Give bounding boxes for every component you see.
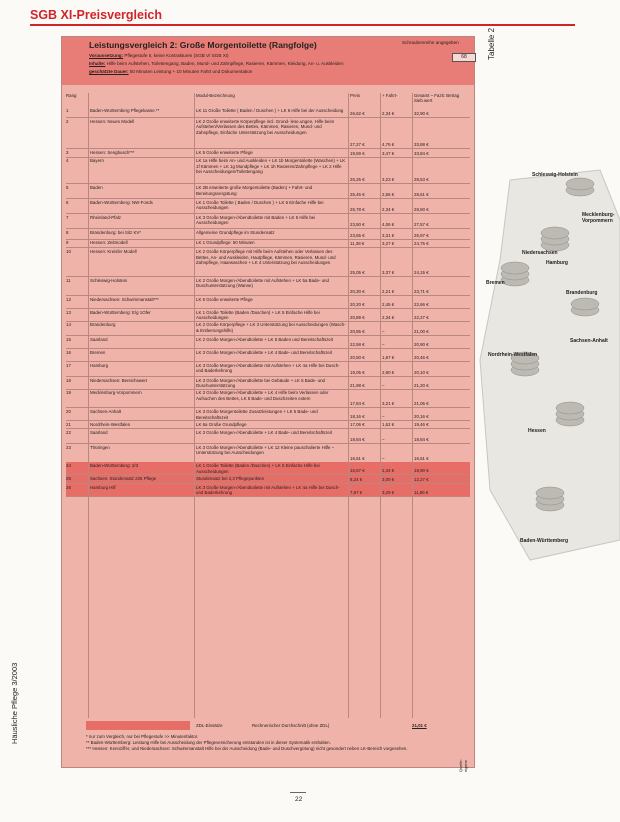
footnote: ** Baden-Württemberg: Leistung Hilfe bei Ausscheidung der Pflegeversicherung entstanden ist in dieser Systematik enthalten. bbox=[86, 740, 331, 745]
map-label: Baden-Württemberg bbox=[520, 538, 569, 544]
name-cell: Niedersachsen: Bereichswert bbox=[90, 377, 148, 383]
inhalt-line: Inhalte: Hilfe beim Aufstehen, Toilettengang, Baden, Mund- und Zahnpflege, Rasieren, Kämmen, Kleidung, An- u. Auskleiden bbox=[89, 61, 344, 66]
gesamt-cell: 24,15 € bbox=[414, 270, 429, 276]
preis-cell: 23,65 € bbox=[350, 232, 365, 238]
leistung-cell: LK 1 Große Toilette (Baden /Duschen) + LK 5 Einfache Hilfe bei Ausscheidungen bbox=[196, 463, 320, 474]
page-number: 22 bbox=[295, 796, 303, 803]
gesamt-cell: 28,60 € bbox=[414, 207, 429, 212]
rank-cell: 8 bbox=[66, 229, 69, 235]
table-row bbox=[66, 475, 470, 484]
table-row bbox=[66, 408, 470, 421]
gesamt-cell: 18,90 € bbox=[414, 468, 429, 474]
map-label: Niedersachsen bbox=[522, 250, 558, 256]
table-row bbox=[66, 462, 470, 475]
leistung-cell: LK 3 Große Morgen-/Abendtoilette + LK 4 Hilfe beim Verlassen oder Aufsuchen des Bettes, LK 5 Bade- und Duschzeiten extern bbox=[196, 390, 329, 401]
gesamt-cell: 16,61 € bbox=[414, 455, 429, 461]
table-row bbox=[66, 277, 470, 296]
fahrt-cell: 4,06 € bbox=[382, 221, 395, 227]
fahrt-cell: – bbox=[382, 455, 385, 461]
fahrt-cell: 2,21 € bbox=[382, 289, 395, 294]
name-cell: Hamburg Hilf bbox=[90, 485, 116, 490]
rank-cell: 1 bbox=[66, 108, 69, 113]
table-row bbox=[66, 157, 470, 184]
preis-cell: 19,05 € bbox=[350, 369, 365, 375]
germany-coin-map bbox=[470, 160, 620, 570]
table-row bbox=[66, 309, 470, 322]
preis-cell: 17,06 € bbox=[350, 422, 365, 427]
gesamt-cell: 18,84 € bbox=[414, 436, 429, 442]
leistung-cell: LK 11 Große Toilette ( Baden / Duschen ) + LK 6 Hilfe bei der Ausscheidung bbox=[196, 108, 344, 113]
gesamt-cell: 11,86 € bbox=[414, 490, 429, 495]
legend-label: ZDL-Einsätze bbox=[196, 723, 223, 728]
leistung-cell: LK 3 Große Morgen-/Abendtoilette mit Baden + LK 5 Hilfe bei Ausscheidungen bbox=[196, 214, 316, 226]
name-cell: Baden-Württemberg: 2/3 bbox=[90, 463, 139, 469]
col-divider bbox=[380, 93, 381, 718]
leistung-cell: LK 2 Große Körperpflege + LK 3 Unterstützung bei Ausscheidungen (Wasch- & Entleerungshilfe) bbox=[196, 322, 346, 333]
table-row bbox=[66, 229, 470, 240]
value-box: 68 bbox=[452, 53, 476, 62]
gesamt-cell: 28,61 € bbox=[414, 192, 429, 198]
gesamt-cell: 21,00 € bbox=[414, 329, 429, 335]
col-divider bbox=[348, 93, 349, 718]
leistung-cell: LK 6a Große Grundpflege bbox=[196, 422, 247, 427]
table-row bbox=[66, 484, 470, 497]
map-label: Nordrhein-Westfalen bbox=[488, 352, 538, 358]
rank-cell: 24 bbox=[66, 463, 71, 469]
preis-cell: 20,89 € bbox=[350, 314, 365, 320]
gesamt-cell: 19,46 € bbox=[414, 422, 429, 427]
fahrt-cell: – bbox=[382, 329, 385, 335]
table-row bbox=[66, 107, 470, 118]
leistung-cell: LK 3 Große Morgentoilette Zusatzleistungen + LK 5 Bade- und Bereitschaftszeit bbox=[196, 409, 318, 420]
gesamt-cell: 12,27 € bbox=[414, 477, 429, 483]
name-cell: Mecklenburg-Vorpommern bbox=[90, 390, 142, 396]
comparison-card bbox=[61, 36, 475, 772]
fahrt-cell: 3,21 € bbox=[382, 401, 395, 407]
rank-cell: 21 bbox=[66, 422, 71, 427]
legend-value: 21,01 € bbox=[412, 723, 427, 728]
name-cell: Niedersachsen: Schwimmanstalt*** bbox=[90, 296, 159, 302]
table-row bbox=[66, 184, 470, 199]
preis-cell: 18,84 € bbox=[350, 436, 365, 442]
rank-cell: 7 bbox=[66, 214, 69, 220]
leistung-cell: LK 1 Grundpflege: 50 Minuten bbox=[196, 240, 255, 246]
name-cell: Sachsen: Stundensatz 225 Pflege bbox=[90, 476, 157, 482]
leistung-cell: LK 1a Hilfe beim An- und Auskleiden + LK 1b Morgentoilette (Waschen) + LK 1f Kämmen + LK 1g Mundpflege + LK 1h Rasieren/Zahnpflege + LK 2 Hilfe bei Ausscheidungen/Toilettengang bbox=[196, 158, 346, 175]
preis-cell: 16,57 € bbox=[350, 468, 365, 474]
rank-cell: 15 bbox=[66, 337, 71, 343]
col-gesamt: Gesamt – Fazit: Betrag Sieb.wert bbox=[414, 93, 460, 103]
section-header: SGB XI-Preisvergleich bbox=[30, 8, 163, 22]
name-cell: Nordrhein-Westfalen bbox=[90, 422, 131, 427]
leistung-cell: LK 2 Große Morgen-/Abendtoilette mit Aufstehen + LK 5a Bade- und Duschunterstützung (Wanne) bbox=[196, 278, 329, 289]
preis-cell: 20,20 € bbox=[350, 301, 365, 307]
rank-cell: 18 bbox=[66, 377, 71, 383]
fahrt-cell: 1,87 € bbox=[382, 355, 395, 360]
preis-cell: 21,98 € bbox=[350, 382, 365, 388]
table-row bbox=[66, 239, 470, 248]
leistung-cell: LK 3 Große Morgen-/Abendtoilette + LK 12 Kleine pauschalierte Hilfe – Unterstützung bei Ausscheidungen bbox=[196, 444, 335, 455]
leistung-cell: LK 2 Große erweiterte Körperpflege incl. Grund- lese.ungen, Hilfe beim Aufstehen/Verlassen des Bettes, Kämmen, Rasieren, Mund- und Zahnpflege, Einfache Unterstützung bei Ausscheidungen bbox=[196, 118, 335, 135]
rank-cell: 22 bbox=[66, 429, 71, 435]
map-label: Hessen bbox=[528, 428, 546, 434]
table-row bbox=[66, 362, 470, 377]
leistung-cell: LK 2 Große Morgen-/Abendtoilette + LK 5 Baden und Bereitschaftszeit bbox=[196, 337, 334, 343]
rank-cell: 20 bbox=[66, 409, 71, 415]
map-label: Schleswig-Holstein bbox=[532, 172, 578, 178]
fahrt-cell: 3,37 € bbox=[382, 270, 395, 276]
rank-cell: 25 bbox=[66, 476, 71, 482]
table-row bbox=[66, 248, 470, 277]
table-row bbox=[66, 321, 470, 336]
leistung-cell: LK 3 Große Morgen-/Abendtoilette + LK 4 Bade- und Bereitschaftszeit bbox=[196, 429, 333, 435]
fahrt-cell: 3,27 € bbox=[382, 241, 395, 247]
table-row bbox=[66, 118, 470, 149]
col-rang: Rang bbox=[66, 93, 77, 98]
preis-cell: 25,45 € bbox=[350, 192, 365, 198]
fahrt-cell: – bbox=[382, 414, 385, 420]
fahrt-cell: 1,62 € bbox=[382, 422, 395, 427]
preis-cell: 25,78 € bbox=[350, 207, 365, 212]
fahrt-cell: 2,90 € bbox=[382, 369, 395, 375]
dauer-line: geschätzte Dauer: 50 Minuten Leistung + 10 Minuten Fahrt und Dokumentation bbox=[89, 69, 253, 74]
leistung-cell: LK 2 Große Körperpflege mit Hilfe beim Aufstehen oder Verlassen des Bettes, An- und Auskleiden, Hautpflege, Kämmen, Rasieren, Mund- und Zahnpflege, Haarwaschen + LK 4 Unterstützung bei Ausscheidungen bbox=[196, 249, 336, 265]
map-label: Sachsen-Anhalt bbox=[570, 338, 608, 344]
fahrt-cell: – bbox=[382, 342, 385, 348]
gesamt-cell: 20,46 € bbox=[414, 355, 429, 360]
name-cell: Saarland bbox=[90, 429, 108, 435]
side-publication: Häusliche Pflege 3/2003 bbox=[10, 662, 19, 744]
name-cell: Rheinland-Pfalz bbox=[90, 214, 121, 220]
preis-cell: 26,25 € bbox=[350, 177, 365, 183]
gesamt-cell: 23,71 € bbox=[414, 289, 429, 294]
map-label: Bremen bbox=[486, 280, 505, 286]
preis-cell: 20,50 € bbox=[350, 355, 365, 360]
top-right-note: Schraubenreihe angegeben bbox=[402, 40, 459, 45]
table-title: Leistungsvergleich 2: Große Morgentoilette (Rangfolge) bbox=[89, 40, 317, 50]
fahrt-cell: 3,00 € bbox=[382, 477, 395, 483]
fahrt-cell: 2,45 € bbox=[382, 301, 395, 307]
preis-cell: 11,38 € bbox=[350, 241, 365, 247]
name-cell: Sachsen-Anhalt bbox=[90, 409, 121, 415]
rank-cell: 16 bbox=[66, 350, 71, 355]
name-cell: Schleswig-Holstein bbox=[90, 278, 128, 283]
table-row bbox=[66, 389, 470, 408]
source-note: Quelle: eigene bbox=[458, 759, 468, 772]
map-label: Brandenburg bbox=[566, 290, 598, 296]
preis-cell: 16,61 € bbox=[350, 455, 365, 461]
table-tag: Tabelle 2 bbox=[487, 27, 496, 60]
gesamt-cell: 28,53 € bbox=[414, 177, 429, 183]
rank-cell: 4 bbox=[66, 158, 69, 164]
leistung-cell: LK 1 Große Toilette (Baden /Duschen) + LK 5 Einfache Hilfe bei Ausscheidungen bbox=[196, 309, 320, 320]
leistung-cell: LK 2B erweiterte große Morgentoilette (Baden) + Fahrt- und Bereitungsvergütung bbox=[196, 185, 313, 196]
rank-cell: 17 bbox=[66, 362, 71, 368]
name-cell: Hessen: Zeitmodell bbox=[90, 240, 128, 246]
gesamt-cell: 24,75 € bbox=[414, 241, 429, 247]
preis-cell: 22,58 € bbox=[350, 342, 365, 348]
rank-cell: 23 bbox=[66, 444, 71, 450]
footnotes bbox=[86, 734, 456, 752]
gesamt-cell: 32,90 € bbox=[414, 111, 429, 116]
col-fehl: + Fahrt- bbox=[382, 93, 398, 98]
footnote: * nur zum Vergleich, nur bei Pflegestufe >> Minutenfaktor. bbox=[86, 734, 199, 739]
fahrt-cell: 2,34 € bbox=[382, 314, 395, 320]
rank-cell: 19 bbox=[66, 390, 71, 396]
gesamt-cell: 21,06 € bbox=[414, 401, 429, 407]
leistung-cell: Stundensatz bei 2,3 Pflegepunkten bbox=[196, 476, 265, 482]
leistung-cell: Allgemeine Grundpflege im Stundensatz bbox=[196, 229, 275, 235]
table-row bbox=[66, 444, 470, 463]
legend-text: Rechnerischer Durchschnitt (ohne ZDL) bbox=[252, 723, 330, 728]
rank-cell: 9 bbox=[66, 240, 69, 246]
name-cell: Brandenburg bbox=[90, 322, 116, 328]
preis-cell: 25,05 € bbox=[350, 270, 365, 276]
leistung-cell: LK 3 Große Morgen-/Abendtoilette mit Aufstehen + LK 4a Hilfe bei Dusch- und Baderkehrung bbox=[196, 362, 340, 374]
leistung-cell: LK 5 Große erweiterte Pflege bbox=[196, 149, 253, 155]
gesamt-cell: 20,10 € bbox=[414, 369, 429, 375]
fahrt-cell: 2,34 € bbox=[382, 111, 395, 116]
preis-cell: 17,84 € bbox=[350, 401, 365, 407]
fahrt-cell: – bbox=[382, 436, 385, 442]
fahrt-cell: 3,31 € bbox=[382, 232, 395, 238]
fahrt-cell: 2,34 € bbox=[382, 468, 395, 474]
fahrt-cell: 2,56 € bbox=[382, 192, 395, 198]
leistung-cell: LK 1 Große Toilette ( Baden / Duschen ) + LK 5 Einfache Hilfe bei Ausscheidungen bbox=[196, 200, 324, 211]
preis-cell: 18,16 € bbox=[350, 414, 365, 420]
gesamt-cell: 21,20 € bbox=[414, 382, 429, 388]
fahrt-cell: 3,23 € bbox=[382, 177, 395, 183]
col-divider bbox=[412, 93, 413, 718]
gesamt-cell: 22,27 € bbox=[414, 314, 429, 320]
rank-cell: 26 bbox=[66, 485, 71, 490]
footnote: *** Hessen: Kennziffer, und Niedersachsen: Schwimmanstalt Hilfe bei der Ausscheidung (Bade- und Duschvergütung) nicht gesondert neben LK-Bereich vorgesehen. bbox=[86, 746, 408, 751]
col-divider bbox=[194, 93, 195, 718]
name-cell: Hessen: Sengbusch*** bbox=[90, 149, 135, 155]
rank-cell: 13 bbox=[66, 309, 71, 315]
gesamt-cell: 20,90 € bbox=[414, 342, 429, 348]
page-rule bbox=[290, 792, 306, 793]
fahrt-cell: 4,76 € bbox=[382, 141, 395, 147]
preis-cell: 8,24 € bbox=[350, 477, 363, 483]
fahrt-cell: 2,34 € bbox=[382, 207, 395, 212]
preis-cell: 20,30 € bbox=[350, 289, 365, 294]
map-label: Mecklenburg-Vorpommern bbox=[582, 212, 615, 224]
voraus-line: Voraussetzung: Pflegestufe II, keine Kontrakturen (SGB V/ SGB XI) bbox=[89, 53, 229, 58]
fahrt-cell: 3,47 € bbox=[382, 150, 395, 156]
name-cell: Baden-Württemberg Pflegekasse.** bbox=[90, 108, 160, 113]
name-cell: Hamburg bbox=[90, 362, 109, 368]
gesamt-cell: 26,97 € bbox=[414, 232, 429, 238]
table-row bbox=[66, 421, 470, 429]
table-row bbox=[66, 199, 470, 214]
rank-cell: 12 bbox=[66, 296, 71, 302]
col-divider bbox=[88, 93, 89, 718]
name-cell: Baden-Württemberg: NW-Fonds bbox=[90, 200, 153, 205]
name-cell: Thüringen bbox=[90, 444, 110, 450]
name-cell: Hessen: Kreisfer Modell bbox=[90, 249, 137, 255]
rank-cell: 11 bbox=[66, 278, 71, 283]
map-label: Hamburg bbox=[546, 260, 568, 266]
rank-cell: 5 bbox=[66, 185, 69, 191]
legend-swatch bbox=[86, 721, 190, 730]
name-cell: Baden-Württemberg: E/g 1Ofer bbox=[90, 309, 151, 315]
leistung-cell: LK 3 Große Morgen-/Abendtoilette + LK 4 Bade- und Bereitschaftszeit bbox=[196, 350, 333, 355]
preis-cell: 19,59 € bbox=[350, 150, 365, 156]
gesamt-cell: 27,57 € bbox=[414, 221, 429, 227]
leistung-cell: LK 3 Große Morgen-/Abendtoilette mit Aufstehen + LK 4a Hilfe bei Dusch- und Baderkehrung bbox=[196, 485, 340, 496]
name-cell: Bayern bbox=[90, 158, 104, 164]
table-row bbox=[66, 296, 470, 309]
header-rule bbox=[30, 24, 575, 26]
preis-cell: 20,85 € bbox=[350, 329, 365, 335]
rank-cell: 3 bbox=[66, 149, 69, 155]
preis-cell: 27,27 € bbox=[350, 141, 365, 147]
preis-cell: 7,67 € bbox=[350, 490, 363, 495]
rank-cell: 14 bbox=[66, 322, 71, 328]
name-cell: Bremen bbox=[90, 350, 106, 355]
name-cell: Baden bbox=[90, 185, 103, 191]
name-cell: Brandenburg: bei Sitz KV* bbox=[90, 229, 142, 235]
rank-cell: 10 bbox=[66, 249, 71, 255]
rank-cell: 6 bbox=[66, 200, 69, 205]
name-cell: Saarland bbox=[90, 337, 108, 343]
rank-cell: 2 bbox=[66, 118, 69, 124]
leistung-cell: LK 3 Große Morgen-/Abendtoilette bei Gebäude + LK 5 Bade- und Duschunterstützung bbox=[196, 377, 325, 388]
table-row bbox=[66, 214, 470, 229]
table-row bbox=[66, 149, 470, 158]
preis-cell: 26,62 € bbox=[350, 111, 365, 116]
leistung-cell: LK 5 Große erweiterte Pflege bbox=[196, 296, 253, 302]
preis-cell: 23,50 € bbox=[350, 221, 365, 227]
table-row bbox=[66, 336, 470, 349]
col-preis: Preis bbox=[350, 93, 361, 98]
gesamt-cell: 33,88 € bbox=[414, 141, 429, 147]
name-cell: Hessen: Neues Modell bbox=[90, 118, 135, 124]
table-row bbox=[66, 349, 470, 362]
gesamt-cell: 22,66 € bbox=[414, 301, 429, 307]
fahrt-cell: 3,29 € bbox=[382, 490, 395, 495]
gesamt-cell: 20,16 € bbox=[414, 414, 429, 420]
col-leistung: Modul-Bezeichnung bbox=[196, 93, 235, 98]
table-row bbox=[66, 429, 470, 444]
table-head bbox=[62, 37, 474, 85]
fahrt-cell: – bbox=[382, 382, 385, 388]
gesamt-cell: 33,84 € bbox=[414, 150, 429, 156]
table-row bbox=[66, 377, 470, 390]
